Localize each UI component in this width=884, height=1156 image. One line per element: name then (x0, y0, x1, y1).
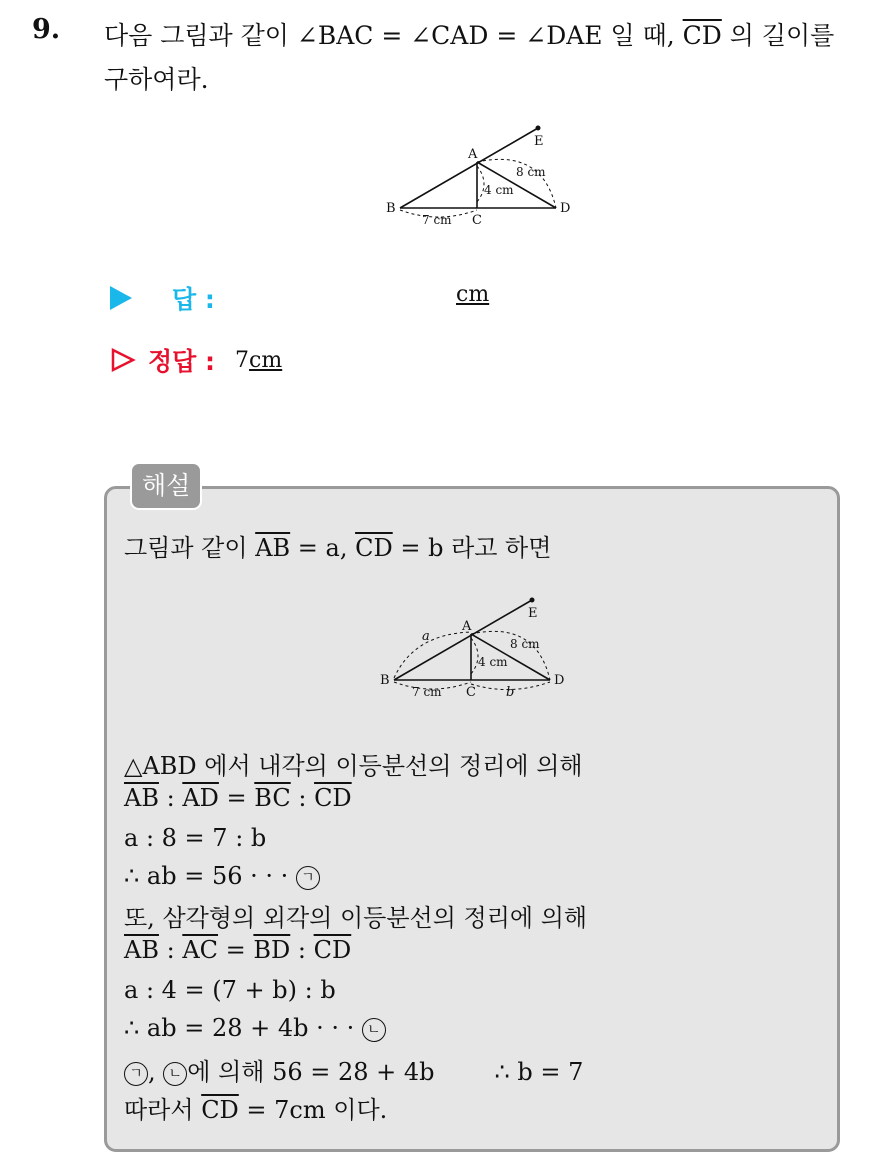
correct-unit: cm (249, 347, 283, 373)
measure-bc: 7 cm (422, 213, 452, 227)
explanation-intro (124, 528, 551, 563)
line-8-text: ∴ ab = 28 + 4b · · · (124, 1014, 362, 1042)
segment-cd: $\overline{CD}$ (355, 534, 393, 562)
label-e: E (528, 606, 538, 621)
line-4-text: ∴ ab = 56 · · · (124, 862, 296, 890)
segment-cd: $\overline{CD}$ (201, 1096, 239, 1124)
explanation-line-4 (124, 862, 320, 890)
label-d: D (554, 673, 565, 688)
label-c: C (466, 685, 476, 700)
question-text (104, 14, 864, 102)
intro-eq-b: = b 라고 하면 (392, 534, 552, 562)
measure-ad: 8 cm (510, 637, 540, 651)
correct-arrow-icon (110, 347, 136, 373)
correct-label: 정답 : (148, 347, 216, 376)
answer-row (110, 280, 215, 316)
answer-blank-unit[interactable]: cm (456, 282, 490, 307)
line-10-text: 따라서 (124, 1096, 202, 1124)
segment-cd: $\overline{CD}$ (682, 21, 722, 50)
question-line1-end: 의 길이를 (721, 21, 835, 50)
correct-number: 7 (235, 347, 250, 373)
intro-eq-a: = a, (290, 534, 356, 562)
question-line2: 구하여라. (104, 65, 209, 94)
explanation-line-7: a : 4 = (7 + b) : b (124, 976, 336, 1004)
measure-ac: 4 cm (478, 655, 508, 669)
measure-b: b (506, 685, 515, 700)
question-diagram (380, 118, 590, 230)
label-a: A (462, 619, 472, 634)
explanation-line-9 (124, 1052, 583, 1087)
line-9-result: ∴ b = 7 (494, 1058, 584, 1086)
line-9-sep: , (148, 1058, 164, 1086)
label-b: B (386, 201, 396, 216)
circled-nieun-icon: ㄴ (163, 1062, 187, 1086)
measure-a: a (422, 629, 430, 644)
correct-value (235, 348, 282, 373)
label-e: E (534, 134, 544, 149)
explanation-line-3: a : 8 = 7 : b (124, 824, 267, 852)
arc-ac (477, 166, 484, 202)
label-c: C (472, 213, 482, 228)
explanation-line-8 (124, 1014, 386, 1042)
answer-arrow-icon (110, 286, 132, 310)
answer-label: 답 : (172, 285, 215, 314)
segment-ab: $\overline{AB}$ (124, 936, 159, 964)
question-line1: 다음 그림과 같이 ∠BAC = ∠CAD = ∠DAE 일 때, (104, 21, 683, 50)
explanation-line-6: $\overline{AB}$ : $\overline{AC} = \overline{BD}$ : $\overline{CD}$ (124, 936, 352, 964)
explanation-line-10 (124, 1090, 387, 1125)
line-9-text: 에 의해 56 = 28 + 4b (187, 1058, 435, 1086)
intro-text: 그림과 같이 (124, 534, 256, 562)
circled-giyeok-icon: ㄱ (124, 1062, 148, 1086)
label-b: B (380, 673, 390, 688)
segment-cd: $\overline{CD}$ (313, 936, 352, 964)
explanation-line-5: 또, 삼각형의 외각의 이등분선의 정리에 의해 (124, 904, 588, 932)
segment-ab: $\overline{AB}$ (124, 784, 159, 812)
measure-ad: 8 cm (516, 165, 546, 179)
segment-ab: $\overline{AB}$ (255, 534, 291, 562)
explanation-line-1: △ABD 에서 내각의 이등분선의 정리에 의해 (124, 752, 583, 780)
explanation-line-2: $\overline{AB}$ : $\overline{AD} = \overline{BC}$ : $\overline{CD}$ (124, 784, 352, 812)
measure-bc: 7 cm (412, 685, 442, 699)
segment-ad: $\overline{AD}$ (182, 784, 219, 812)
circled-nieun-icon: ㄴ (362, 1018, 386, 1042)
measure-ac: 4 cm (484, 183, 514, 197)
segment-ac: $\overline{AC}$ (182, 936, 219, 964)
label-a: A (468, 147, 478, 162)
segment-bc: $\overline{BC}$ (254, 784, 291, 812)
label-d: D (560, 201, 571, 216)
question-number: 9. (32, 14, 61, 45)
segment-bd: $\overline{BD}$ (253, 936, 291, 964)
explanation-diagram (374, 590, 584, 702)
explanation-tag: 해설 (130, 462, 202, 510)
line-10-result: = 7cm 이다. (238, 1096, 388, 1124)
segment-cd: $\overline{CD}$ (314, 784, 352, 812)
correct-row (110, 342, 282, 378)
circled-giyeok-icon: ㄱ (296, 866, 320, 890)
